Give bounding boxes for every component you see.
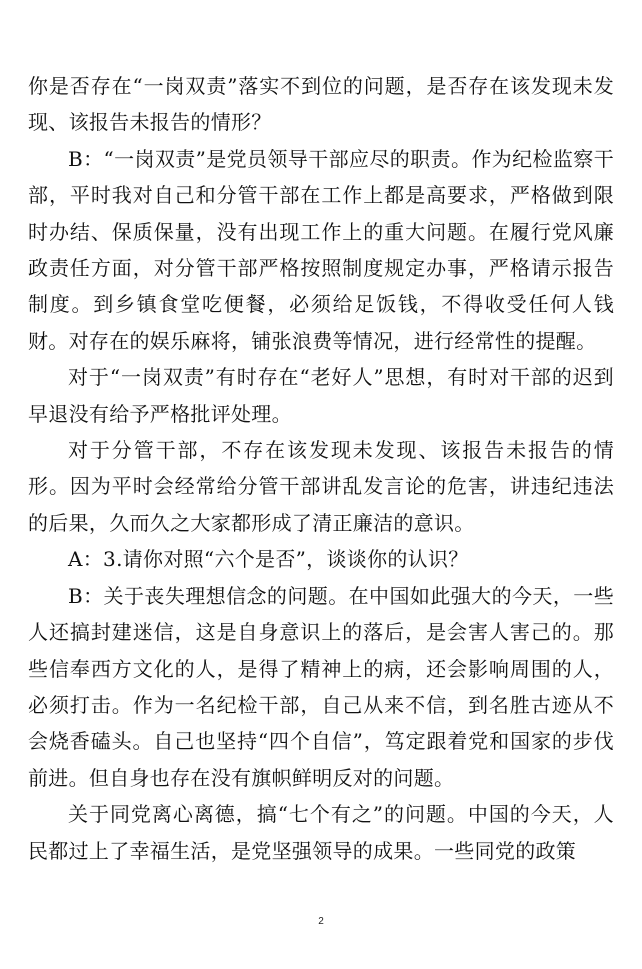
paragraph-answer-ideals: B：关于丧失理想信念的问题。在中国如此强大的今天，一些人还搞封建迷信，这是自身意识上的落后，是会害人害己的。那些信奉西方文化的人，是得了精神上的病，还会影响周围的人，必须打击。作为一名纪检干部，自己从来不信，到名胜古迹从不会烧香磕头。自己也坚持“四个自信”，笃定跟着党和国家的步伐前进。但自身也存在没有旗帜鲜明反对的问题。 <box>28 583 614 790</box>
page-number: 2 <box>318 916 324 927</box>
document-body <box>28 68 614 869</box>
paragraph-answer-one-responsibility: B：“一岗双责”是党员领导干部应尽的职责。作为纪检监察干部，平时我对自己和分管干部在工作上都是高要求，严格做到限时办结、保质保量，没有出现工作上的重大问题。在履行党风廉政责任方面，对分管干部严格按照制度规定办事，严格请示报告制度。到乡镇食堂吃便餐，必须给足饭钱，不得收受任何人钱财。对存在的娱乐麻将，铺张浪费等情况，进行经常性的提醒。 <box>28 146 614 353</box>
paragraph-continuation: 你是否存在“一岗双责”落实不到位的问题，是否存在该发现未发现、该报告未报告的情形？ <box>28 74 614 135</box>
paragraph-party-loyalty: 关于同党离心离德，搞“七个有之”的问题。中国的今天，人民都过上了幸福生活，是党坚强领导的成果。一些同党的政策 <box>28 802 614 863</box>
paragraph-subordinate-cadres: 对于分管干部，不存在该发现未发现、该报告未报告的情形。因为平时会经常给分管干部讲乱发言论的危害，讲违纪违法的后果，久而久之大家都形成了清正廉洁的意识。 <box>28 438 614 535</box>
paragraph-question-three: A：3.请你对照“六个是否”，谈谈你的认识？ <box>68 547 469 572</box>
paragraph-good-person-issue: 对于“一岗双责”有时存在“老好人”思想，有时对干部的迟到早退没有给予严格批评处理。 <box>28 365 614 426</box>
